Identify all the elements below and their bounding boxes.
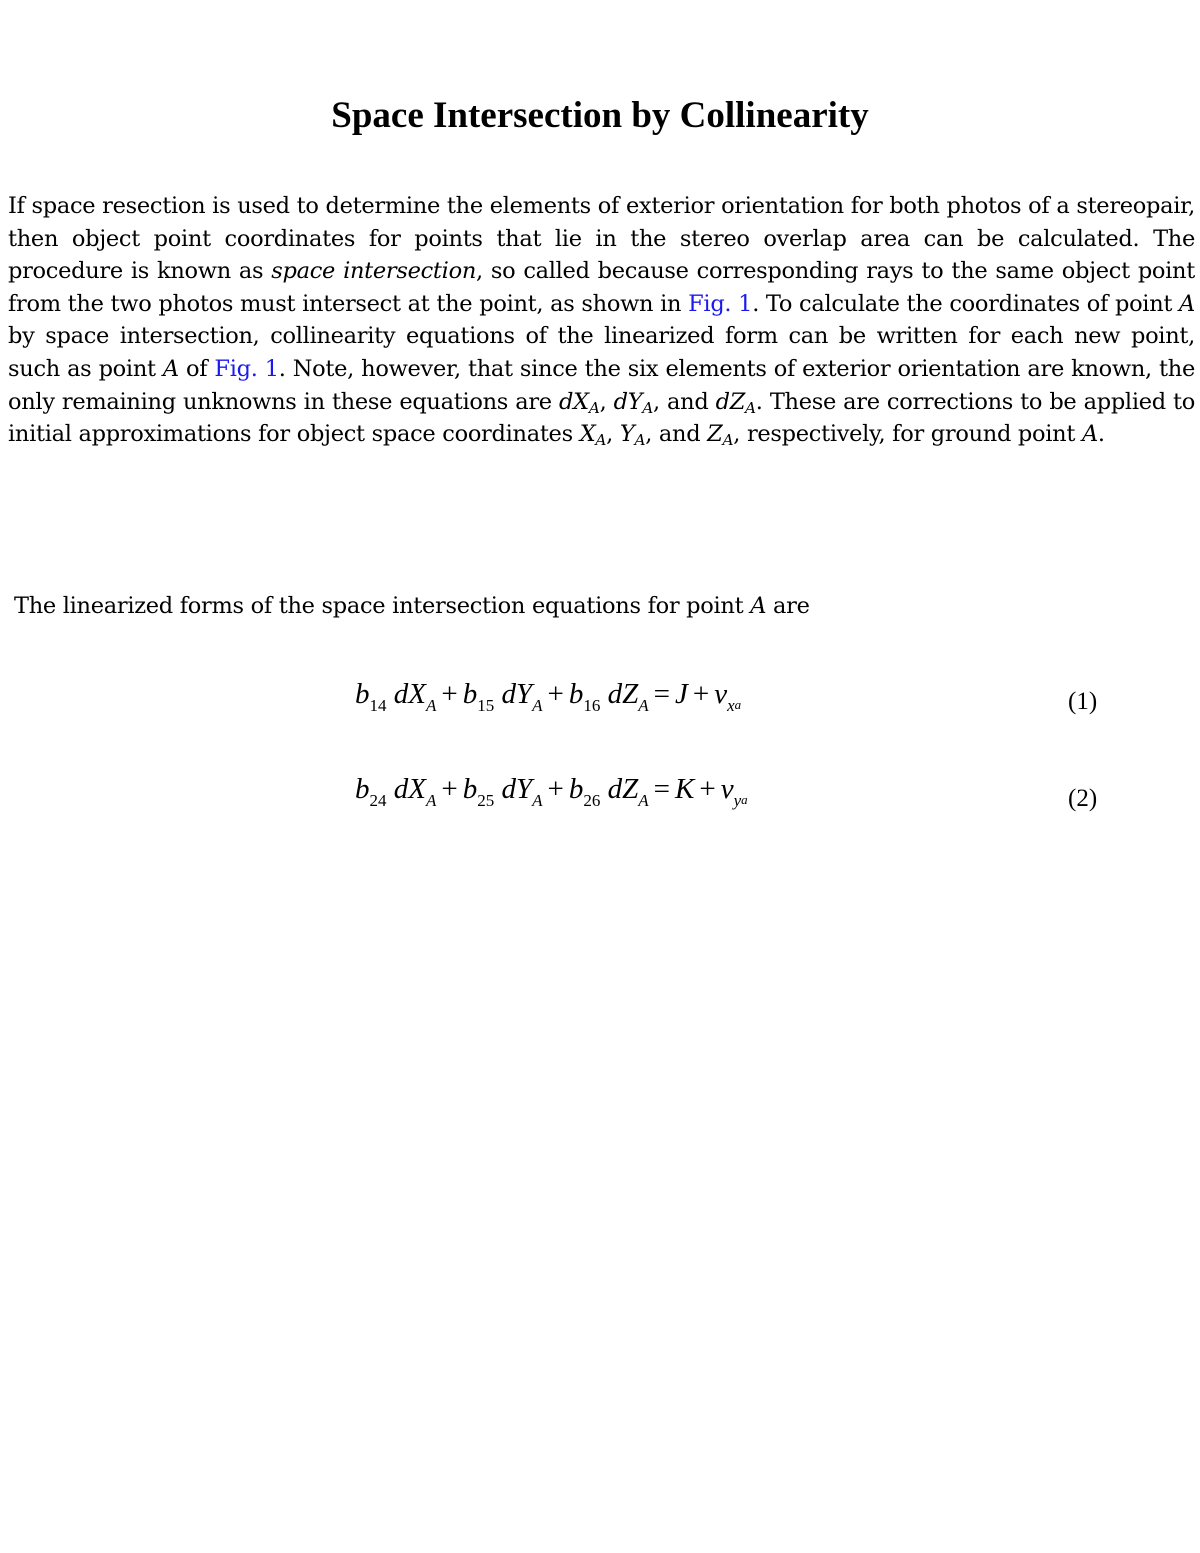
equation-1: $b_{14}$ $dX_A + b_{15}$ $dY_A + b_{16}$ $dZ_A = J + v_{xa}$ <box>355 678 742 715</box>
text: of <box>178 355 215 382</box>
text: , so called because corresponding rays to the same object point from the two photos must intersect at the point, as shown in <box>8 258 1195 317</box>
text: , and <box>653 388 716 415</box>
equation-2: $b_{24}$ $dX_A + b_{25}$ $dY_A + b_{26}$ $dZ_A = K + v_{ya}$ <box>355 773 748 810</box>
text: . To calculate the coordinates of point <box>752 290 1180 317</box>
point-a: A <box>1081 421 1098 448</box>
point-a: A <box>162 355 179 382</box>
fig-1-link[interactable]: Fig. 1 <box>688 290 753 317</box>
var-y: $Y_A$ <box>619 421 646 449</box>
text: . Note, however, that since the six elements of exterior orientation are known, the only remaining unknowns in these equations are <box>8 355 1195 415</box>
var-x: $X_A$ <box>579 421 607 449</box>
var-dz: $dZ_A$ <box>715 388 756 417</box>
page-title: Space Intersection by Collinearity <box>331 95 869 136</box>
text: , and <box>645 421 708 448</box>
var-z: $Z_A$ <box>707 421 734 449</box>
text: , <box>599 388 614 415</box>
text: by space intersection, collinearity equations of the linearized form can be written for each new point, such as point <box>8 323 1195 382</box>
equation-2-number: (2) <box>1068 785 1098 812</box>
emphasis-term: space intersection <box>271 258 477 285</box>
text: , <box>606 421 620 448</box>
text: , respectively, for ground point <box>733 421 1082 448</box>
fig-1-link[interactable]: Fig. 1 <box>214 355 279 382</box>
point-a: A <box>1179 290 1195 317</box>
body-paragraph <box>8 190 1195 451</box>
var-dx: $dX_A$ <box>558 388 600 417</box>
equation-1-number: (1) <box>1068 688 1098 715</box>
text: If space resection is used to determine the elements of exterior orientation for both photos of a stereopair, then object point coordinates for points that lie in the stereo overlap area can be calculated. The procedure is known as <box>8 193 1195 285</box>
var-dy: $dY_A$ <box>613 388 654 417</box>
equations-intro: The linearized forms of the space intersection equations for point A are <box>14 593 810 619</box>
text: . These are corrections to be applied to initial approximations for object space coordinates <box>8 388 1195 448</box>
text: . <box>1097 421 1105 448</box>
